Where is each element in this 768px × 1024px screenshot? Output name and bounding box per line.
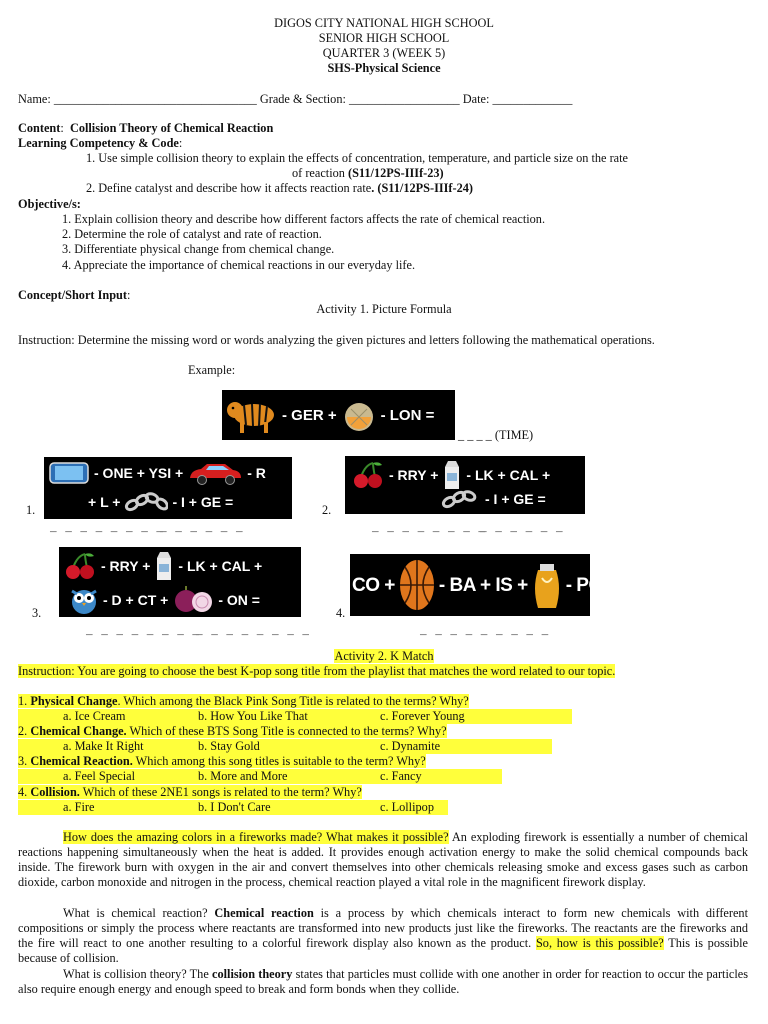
puzzle-1: - ONE + YSI + - R + L + - I + GE = [44,457,292,519]
option-2b[interactable]: b. Stay Gold [198,739,260,753]
kmatch-options-3 [18,769,502,784]
puzzle-4: CO + - BA + IS + - POT= [350,554,590,616]
competency-2: 2. Define catalyst and describe how it affects reaction rate. (S11/12PS-IIIf-24) [86,181,474,195]
cherry-icon [63,551,97,581]
activity2-title: Activity 2. K Match [334,649,434,663]
basketball-icon [397,558,437,612]
objective-2: 2. Determine the role of catalyst and rate of reaction. [62,227,322,241]
content-title: Collision Theory of Chemical Reaction [69,121,274,135]
chain-icon [124,490,168,514]
kmatch-question-2: 2. Chemical Change. Which of these BTS Song Title is connected to the terms? Why? [18,724,447,738]
activity1-instruction: Instruction: Determine the missing word or words analyzing the given pictures and letters following the mathematical operations. [18,333,655,347]
competency-heading: Learning Competency & Code: [18,136,183,150]
option-4b[interactable]: b. I Don't Care [198,800,271,814]
puzzle-2-blank-1[interactable]: _ _ _ _ _ _ _ _ [372,523,487,535]
content-label: Content [18,121,61,135]
puzzle-2-number: 2. [322,503,332,517]
reading-paragraph-3: What is collision theory? The collision theory states that particles must collide with one another in order for reaction to occur the particles also require enough energy and enough speed to break and form bonds when they collide. [18,967,748,996]
option-1a[interactable]: a. Ice Cream [63,709,126,723]
milk-icon [442,460,462,490]
concept-heading: Concept/Short Input: [18,288,131,302]
kmatch-options-1 [18,709,572,724]
onion-icon [172,586,214,614]
puzzle-2: - RRY + - LK + CAL + - I + GE = [345,456,585,514]
phone-icon [48,460,90,486]
kmatch-question-3: 3. Chemical Reaction. Which among this song titles is suitable to the term? Why? [18,754,426,768]
puzzle-3-blank-2[interactable]: _ _ _ _ _ _ _ _ [196,626,311,638]
kmatch-question-4: 4. Collision. Which of these 2NE1 songs is related to the term? Why? [18,785,362,799]
example-answer: _ _ _ _ (TIME) [458,428,534,442]
example-label: Example: [188,363,236,377]
reading-paragraph-1: How does the amazing colors in a fireworks made? What makes it possible? An exploding firework is essentially a number of chemical reactions happening simultaneously when the heat is added. It provides enough activation energy to make the solid chemical compounds back inside. The firework burn with oxygen in the air and convert themselves into other chemicals releasing smoke and excess gases such as carbon dioxide, carbon monoxide and nitrogen in the process, chemical reaction played a vital role in the magnificent firework display. [18,830,749,889]
activity1-title: Activity 1. Picture Formula [316,302,452,316]
objective-3: 3. Differentiate physical change from chemical change. [62,242,335,256]
objective-1: 1. Explain collision theory and describe how different factors affects the rate of chemical reaction. [62,212,546,226]
puzzle-2-blank-2[interactable]: _ _ _ _ _ _ [480,523,564,535]
kmatch-question-1: 1. Physical Change. Which among the Black Pink Song Title is related to the terms? Why? [18,694,469,708]
fireworks-question: How does the amazing colors in a fireworks made? What makes it possible? [63,830,449,844]
puzzle-3: - RRY + - LK + CAL + - D + CT + - ON = [59,547,301,617]
option-1b[interactable]: b. How You Like That [198,709,308,723]
competency-1-cont: of reaction (S11/12PS-IIIf-23) [292,166,444,180]
option-2c[interactable]: c. Dynamite [380,739,441,753]
honey-jar-icon [530,558,564,612]
option-3a[interactable]: a. Feel Special [63,769,136,783]
how-possible-highlight: So, how is this possible? [535,936,664,950]
puzzle-4-number: 4. [336,606,346,620]
competency-2-code: . (S11/12PS-IIIf-24) [371,181,474,195]
kmatch-options-2 [18,739,552,754]
school-level: SENIOR HIGH SCHOOL [318,31,450,45]
puzzle-3-number: 3. [32,606,42,620]
option-2a[interactable]: a. Make It Right [63,739,144,753]
option-1c[interactable]: c. Forever Young [380,709,465,723]
grade-label: Grade & Section: [259,92,346,106]
competency-1: 1. Use simple collision theory to explain the effects of concentration, temperature, and particle size on the rate [86,151,629,165]
kmatch-options-4 [18,800,448,815]
tiger-icon [226,395,278,435]
competency-1-code: (S11/12PS-IIIf-23) [348,166,444,180]
objectives-label: Objective/s: [18,197,81,211]
cantaloupe-icon [341,397,377,433]
owl-icon [69,585,99,615]
student-info-row [18,92,572,107]
objective-4: 4. Appreciate the importance of chemical reactions in our everyday life. [62,258,416,272]
puzzle-1-blank-1[interactable]: _ _ _ _ _ _ _ _ [50,523,165,535]
example-puzzle: - GER + - LON = [222,390,455,440]
reading-paragraph-2: What is chemical reaction? Chemical reaction is a process by which chemicals interact to form new chemicals with different compositions or simply the process where reactants are transformed into new products just like the fireworks. The reactants are the fireworks and the fire will react to one another resulting to a colorful firework display also known as the product. So, how is this possible? This is possible because of collision. [18,906,748,965]
milk-icon [154,551,174,581]
puzzle-4-blank[interactable]: _ _ _ _ _ _ _ _ _ [420,626,550,638]
car-icon [187,460,243,486]
option-4a[interactable]: a. Fire [63,800,95,814]
puzzle-1-blank-2[interactable]: _ _ _ _ _ _ [160,523,244,535]
option-3c[interactable]: c. Fancy [380,769,422,783]
subject-title: SHS-Physical Science [327,61,441,75]
puzzle-3-blank-1[interactable]: _ _ _ _ _ _ _ _ [86,626,201,638]
grade-section-field[interactable]: __________________ [348,92,460,106]
school-name: DIGOS CITY NATIONAL HIGH SCHOOL [274,16,494,30]
activity2-instruction: Instruction: You are going to choose the best K-pop song title from the playlist that matches the word related to our topic. [18,664,616,678]
cherry-icon [351,461,385,489]
quarter-week: QUARTER 3 (WEEK 5) [322,46,446,60]
name-label: Name: [18,92,51,106]
name-field[interactable]: _________________________________ [53,92,257,106]
option-3b[interactable]: b. More and More [198,769,288,783]
date-field[interactable]: _____________ [492,92,573,106]
puzzle-1-number: 1. [26,503,36,517]
content-line: Content: Collision Theory of Chemical Reaction [18,121,274,135]
option-4c[interactable]: c. Lollipop [380,800,434,814]
chain-icon [441,488,481,510]
date-label: Date: [462,92,490,106]
